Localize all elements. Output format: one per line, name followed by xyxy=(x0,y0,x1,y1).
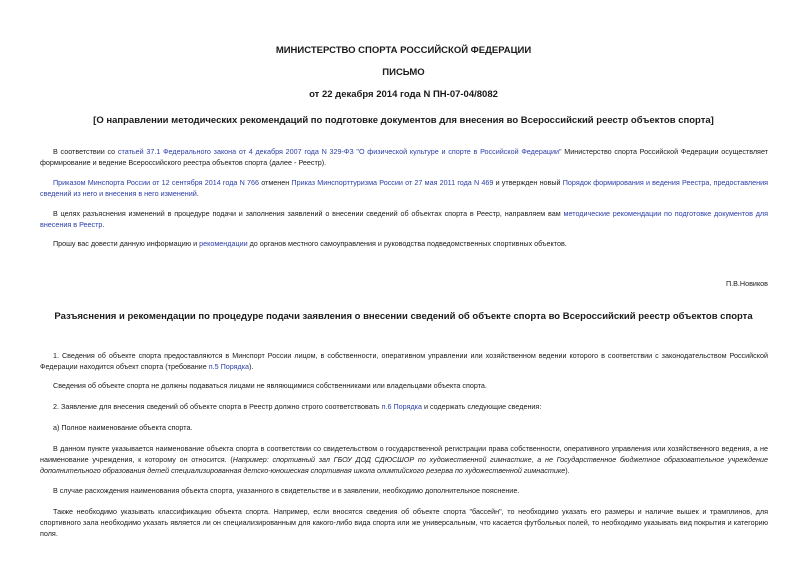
annex-paragraph-2: Сведения об объекте спорта не должны подаваться лицами не являющимися собственниками или владельцами объекта спорта. xyxy=(53,381,487,390)
annex-title: Разъяснения и рекомендации по процедуре подачи заявления о внесении сведений об объекте спорта во Всероссийский реестр объектов спорта xyxy=(54,311,753,322)
guidelines-link[interactable]: методические рекомендации по подготовке документов для внесения в Реестр xyxy=(40,209,768,229)
text: ). xyxy=(249,361,254,371)
annex-paragraph-4: а) Полное наименование объекта спорта. xyxy=(53,423,193,432)
ministry-heading: МИНИСТЕРСТВО СПОРТА РОССИЙСКОЙ ФЕДЕРАЦИИ xyxy=(275,45,532,56)
letter-paragraph-4 xyxy=(40,239,768,250)
order-469-link[interactable]: Приказ Минспорттуризма России от 27 мая 2011 года N 469 xyxy=(291,178,494,187)
signature: П.В.Новиков xyxy=(725,279,768,288)
letter-paragraph-2 xyxy=(40,178,768,200)
text: и содержать следующие сведения: xyxy=(421,402,542,411)
recommendations-link[interactable]: рекомендации xyxy=(199,239,248,248)
annex-paragraph-5 xyxy=(40,444,768,476)
example-text: Например: спортивный зал ГБОУ ДОД СДЮСШОР по художественной гимнастике, а не Государственное бюджетное образовательное учреждение дополнительного образования детей специализированная детско-юношеская спортивная школа олимпийского резерва по художественной гимнастике xyxy=(40,454,769,475)
annex-paragraph-3 xyxy=(40,402,768,413)
subject-heading: [О направлении методических рекомендаций по подготовке документов для внесения во Всероссийский реестр объектов спорта] xyxy=(93,115,714,126)
text: и утвержден новый xyxy=(493,178,563,187)
text: В целях разъяснения изменений в процедуре подачи и заполнения заявлений о внесении сведений об объектах спорта в Реестр, направляем вам xyxy=(53,209,564,218)
letter-paragraph-1 xyxy=(40,147,768,169)
letter-paragraph-3 xyxy=(40,209,768,231)
law-link[interactable]: статьей 37.1 Федерального закона от 4 декабря 2007 года N 329-ФЗ "О физической культуре и спорте в Российской Федерации" xyxy=(117,147,562,156)
procedure-link[interactable]: Порядок формирования и ведения Реестра, предоставления сведений из него и внесения в него изменений xyxy=(40,178,768,198)
text: . xyxy=(102,219,105,229)
date-number-heading: от 22 декабря 2014 года N ПН-07-04/8082 xyxy=(309,89,498,100)
annex-paragraph-1 xyxy=(40,351,768,373)
text: 2. Заявление для внесения сведений об объекте спорта в Реестр должно строго соответствовать xyxy=(53,402,382,411)
text: . xyxy=(196,188,199,198)
text: 1. Сведения об объекте спорта предоставляются в Минспорт России лицом, в собственности, оперативном управлении или хозяйственном ведении которого в соответствии с законодательством Российской Федерации находится объект спорта (требование xyxy=(40,351,768,371)
p6-link[interactable]: п.6 Порядка xyxy=(381,402,422,411)
text: ). xyxy=(565,465,570,475)
annex-paragraph-6: В случае расхождения наименования объекта спорта, указанного в свидетельстве и в заявлении, необходимо дополнительное пояснение. xyxy=(53,486,520,495)
text: В соответствии со xyxy=(53,147,118,156)
text: Министерство спорта Российской Федерации осуществляет формирование и ведение Всероссийского реестра объектов спорта (далее - Реестр). xyxy=(40,147,768,167)
p5-link[interactable]: п.5 Порядка xyxy=(208,361,250,371)
order-766-link[interactable]: Приказом Минспорта России от 12 сентября 2014 года N 766 xyxy=(53,178,259,187)
text: Прошу вас довести данную информацию и xyxy=(53,239,200,248)
text: В данном пункте указывается наименование объекта спорта в соответствии со свидетельством о государственной регистрации права собственности, оперативного управления или хозяйственного ведения, а не наименование учреждения, к которому он относится. ( xyxy=(40,444,768,464)
text: отменен xyxy=(259,178,292,187)
text: до органов местного самоуправления и руководства подведомственных спортивных объектов. xyxy=(247,239,567,248)
doc-type-heading: ПИСЬМО xyxy=(382,67,425,78)
annex-paragraph-7: Также необходимо указывать классификацию объекта спорта. Например, если вносятся сведения об объекте спорта "бассейн", то необходимо указать его размеры и наличие вышек и трамплинов, для спортивного зала необходимо указать является ли он специализированным для какого-либо вида спорта или же универсальным, что касается футбольных полей, то необходимо указывать вид покрытия и категорию поля. xyxy=(40,507,768,538)
